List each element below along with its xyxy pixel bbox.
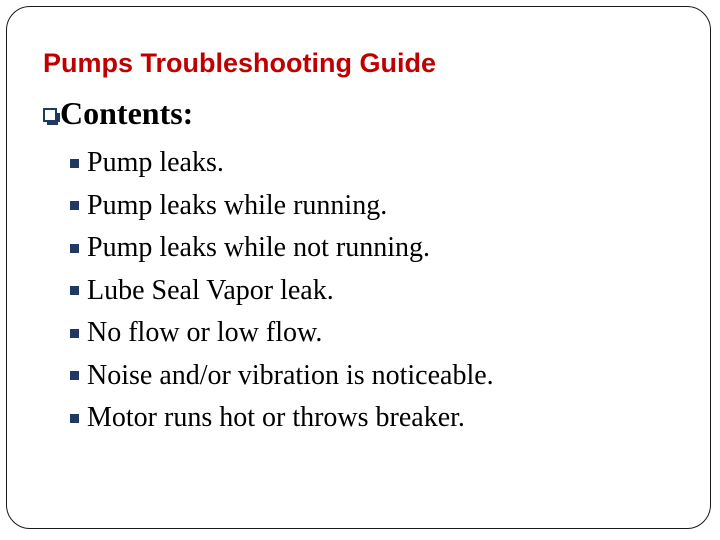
square-bullet-icon (70, 329, 79, 338)
list-item-label: No flow or low flow. (87, 317, 323, 349)
list-item-label: Pump leaks. (87, 147, 224, 179)
square-bullet-icon (70, 286, 79, 295)
list-item-label: Pump leaks while not running. (87, 232, 430, 264)
list-item (70, 397, 494, 440)
q-box-bullet-icon (43, 108, 57, 122)
square-bullet-icon (70, 201, 79, 210)
square-bullet-icon (70, 159, 79, 168)
contents-heading-label: Contents: (60, 95, 194, 131)
list-item (70, 142, 494, 185)
list-item-label: Pump leaks while running. (87, 189, 388, 221)
square-bullet-icon (70, 244, 79, 253)
list-item (70, 227, 494, 270)
list-item-label: Noise and/or vibration is noticeable. (87, 359, 494, 391)
contents-list (70, 142, 494, 440)
square-bullet-icon (70, 414, 79, 423)
slide-title: Pumps Troubleshooting Guide (43, 48, 437, 78)
list-item (70, 185, 494, 228)
list-item-label: Motor runs hot or throws breaker. (87, 402, 465, 434)
list-item-label: Lube Seal Vapor leak. (87, 274, 334, 306)
square-bullet-icon (70, 371, 79, 380)
list-item (70, 270, 494, 313)
list-item (70, 355, 494, 398)
contents-heading (43, 97, 193, 129)
list-item (70, 312, 494, 355)
